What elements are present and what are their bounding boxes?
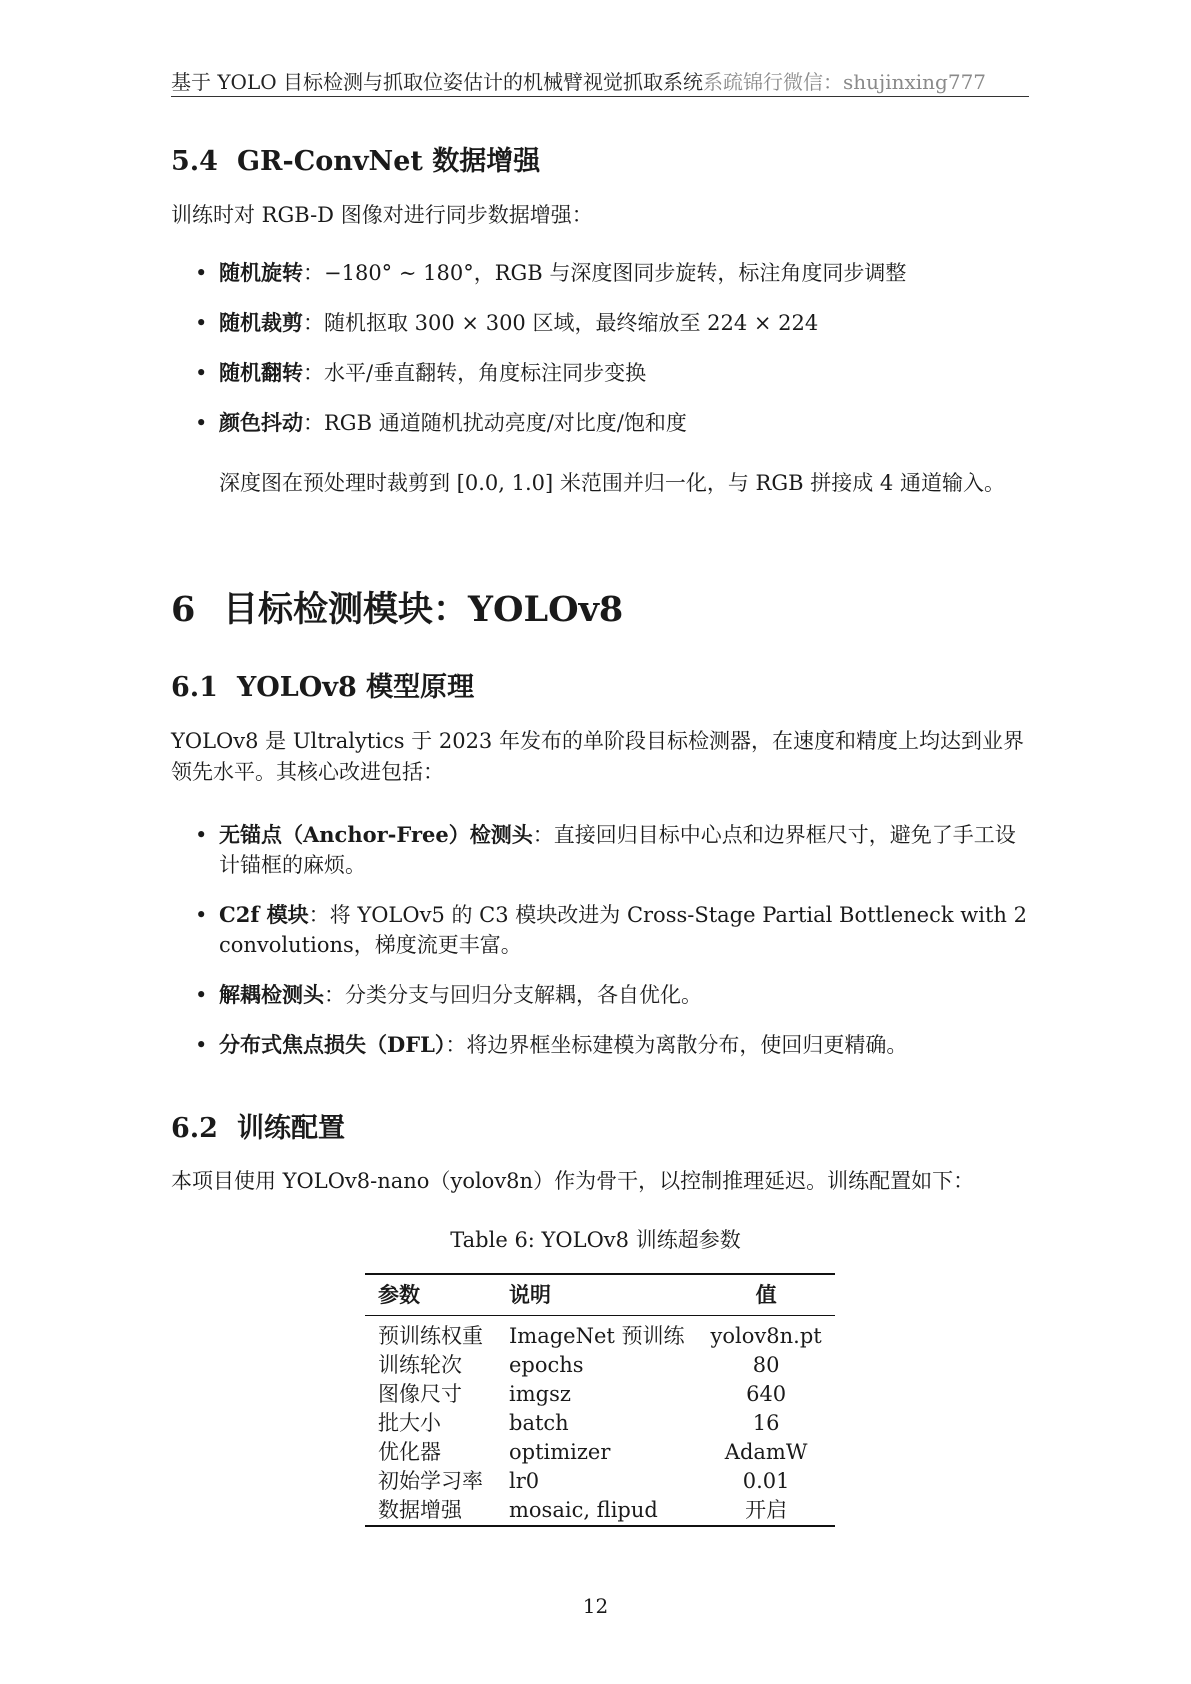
list-item: • 颜色抖动：RGB 通道随机扰动亮度/对比度/饱和度 [195,410,687,435]
list-item: • 随机裁剪：随机抠取 300 × 300 区域，最终缩放至 224 × 224 [195,310,819,335]
table-cell: 预训练权重 [378,1324,483,1348]
section-title: GR-ConvNet 数据增强 [237,146,541,177]
table-row [365,1409,835,1438]
section-6-heading [171,582,623,632]
table-cell: lr0 [509,1469,540,1493]
bullet-label: 随机裁剪 [219,310,303,335]
table-cell: epochs [509,1353,584,1377]
table-row [365,1351,835,1380]
section-number: 5.4 [171,146,218,177]
running-header [171,66,1029,97]
section-6-1-heading [171,665,474,704]
section-title: 训练配置 [237,1113,345,1144]
bullet-text: ：将边界框坐标建模为离散分布，使回归更精确。 [445,1033,908,1057]
table-cell: 640 [746,1382,787,1406]
table-cell: 优化器 [378,1440,441,1464]
bullet-label: 颜色抖动 [219,410,303,435]
section-title: YOLOv8 模型原理 [237,672,475,703]
table-row [365,1496,835,1526]
section-6-2-heading [171,1106,345,1145]
sec61-intro: YOLOv8 是 Ultralytics 于 2023 年发布的单阶段目标检测器，在速度和精度上均达到业界领先水平。其核心改进包括： [171,729,1024,784]
sec54-bullet-list [171,258,1029,458]
bullet-text: ：分类分支与回归分支解耦，各自优化。 [324,983,702,1007]
hyperparameter-table [365,1273,835,1527]
column-header: 值 [755,1282,777,1307]
bullet-text: ：将 YOLOv5 的 C3 模块改进为 Cross-Stage Partial Bottleneck with 2 convolutions，梯度流更丰富。 [219,903,1027,957]
table-cell: optimizer [509,1440,611,1464]
table-cell: 训练轮次 [378,1353,462,1377]
table-cell: 数据增强 [378,1498,462,1522]
table-cell: mosaic, flipud [509,1498,658,1522]
bullet-label: 随机翻转 [219,360,303,385]
bullet-label: C2f 模块 [219,902,309,927]
table-cell: 0.01 [742,1469,790,1493]
bullet-label: 分布式焦点损失（DFL） [219,1032,446,1057]
page-number: 12 [582,1594,609,1618]
column-header: 说明 [509,1282,551,1307]
bullet-text: ：直接回归目标中心点和边界框尺寸，避免了手工设计锚框的麻烦。 [219,823,1016,877]
list-item: • 随机翻转：水平/垂直翻转，角度标注同步变换 [195,360,647,385]
table-cell: yolov8n.pt [710,1324,822,1348]
list-item: • 分布式焦点损失（DFL）：将边界框坐标建模为离散分布，使回归更精确。 [195,1032,908,1057]
sec62-intro: 本项目使用 YOLOv8-nano（yolov8n）作为骨干，以控制推理延迟。训练配置如下： [171,1169,975,1193]
section-number: 6.2 [171,1113,218,1144]
table-cell: 80 [752,1353,780,1377]
sec61-bullet-list [171,820,1029,1080]
bullet-text: ：RGB 通道随机扰动亮度/对比度/饱和度 [303,411,687,435]
table-row [365,1438,835,1467]
table-cell: 图像尺寸 [378,1382,462,1406]
section-5-4-heading [171,139,540,178]
table-row [365,1380,835,1409]
bullet-label: 解耦检测头 [219,982,324,1007]
table-cell: 16 [752,1411,780,1435]
list-item: • 解耦检测头：分类分支与回归分支解耦，各自优化。 [195,982,702,1007]
table-cell: batch [509,1411,569,1435]
list-item: • 随机旋转：−180° ∼ 180°，RGB 与深度图同步旋转，标注角度同步调整 [195,260,907,285]
section-number: 6.1 [171,672,218,703]
table-row [365,1467,835,1496]
table-cell: 批大小 [378,1411,441,1435]
header-watermark: 系疏锦行微信：shujinxing777 [703,70,987,94]
header-title: 基于 YOLO 目标检测与抓取位姿估计的机械臂视觉抓取系统 [171,70,703,94]
table-row [365,1316,835,1352]
bullet-text: ：随机抠取 300 × 300 区域，最终缩放至 224 × 224 [303,311,819,335]
sec54-paragraph: 深度图在预处理时裁剪到 [0.0, 1.0] 米范围并归一化，与 RGB 拼接成 4 通道输入。 [219,471,1005,495]
table-cell: 开启 [745,1498,788,1522]
table-caption: Table 6: YOLOv8 训练超参数 [450,1228,741,1252]
table-cell: imgsz [509,1382,571,1406]
column-header: 参数 [378,1282,420,1307]
bullet-text: ：水平/垂直翻转，角度标注同步变换 [303,361,647,385]
table-cell: 初始学习率 [378,1469,483,1493]
bullet-label: 随机旋转 [219,260,303,285]
list-item: • C2f 模块：将 YOLOv5 的 C3 模块改进为 Cross-Stage Partial Bottleneck with 2 convolutions，梯度流更丰富。 [195,902,1027,957]
table-cell: ImageNet 预训练 [509,1324,685,1348]
table-cell: AdamW [724,1440,808,1464]
list-item: • 无锚点（Anchor-Free）检测头：直接回归目标中心点和边界框尺寸，避免了手工设计锚框的麻烦。 [195,822,1016,877]
sec54-intro: 训练时对 RGB-D 图像对进行同步数据增强： [171,203,593,227]
section-title: 目标检测模块：YOLOv8 [223,589,624,630]
table-header-row [365,1274,835,1316]
bullet-text: ：−180° ∼ 180°，RGB 与深度图同步旋转，标注角度同步调整 [303,261,907,285]
section-number: 6 [171,589,196,630]
bullet-label: 无锚点（Anchor-Free）检测头 [219,822,533,847]
